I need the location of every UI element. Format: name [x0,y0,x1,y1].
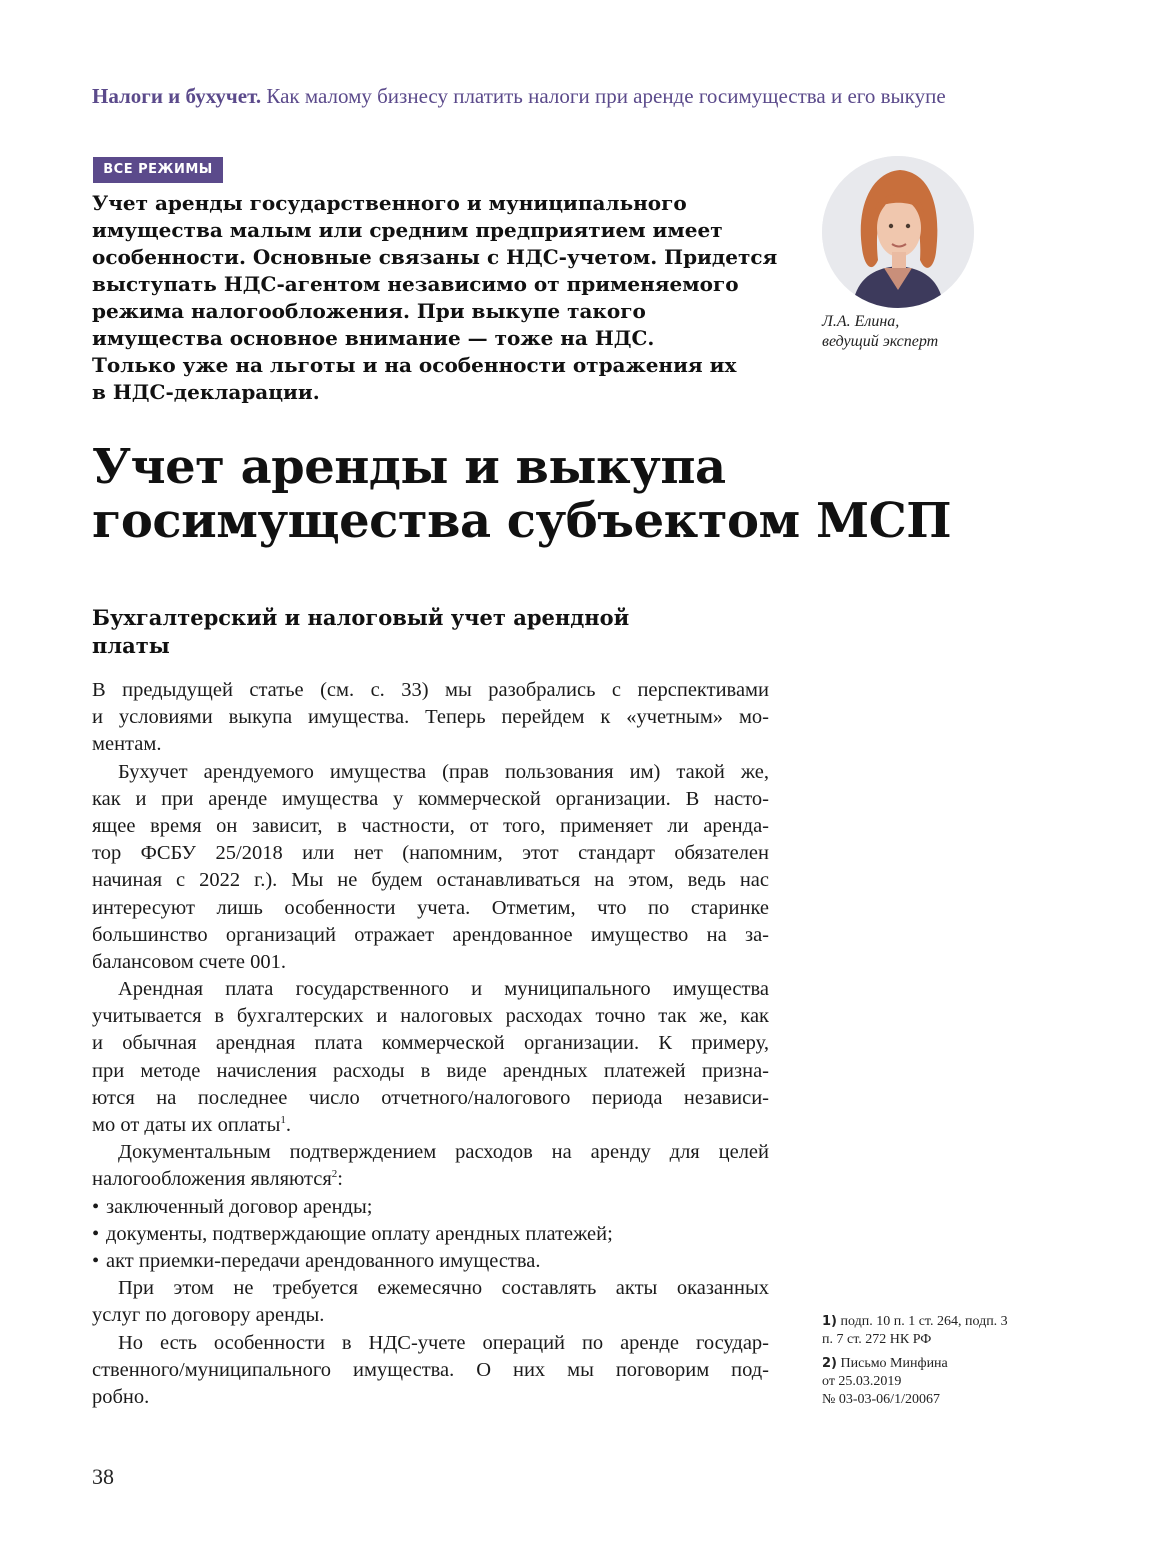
footnote-number: 1) [822,1314,837,1329]
header-topic: Как малому бизнесу платить налоги при аренде госимущества и его выкупе [266,84,946,108]
header-rubric: Налоги и бухучет. [92,84,262,108]
body-line: большинство организаций отражает арендованное имущество на за- [92,923,769,946]
author-photo [822,156,974,308]
lead-line: имущества малым или средним предприятием имеет [92,218,723,242]
body-line: начиная с 2022 г.). Мы не будем останавливаться на этом, ведь нас [92,869,769,892]
body-line: балансовом счете 001. [92,950,287,973]
lead-line: в НДС-декларации. [92,380,320,404]
bullet-item [92,1248,769,1275]
bullet-text: документы, подтверждающие оплату арендных платежей; [106,1222,613,1245]
footnote-text: № 03-03-06/1/20067 [822,1392,940,1407]
page-number: 38 [92,1464,114,1489]
article-body [92,677,769,1411]
body-line: учитывается в бухгалтерских и налоговых расходах точно так же, как [92,1005,769,1028]
body-line: Документальным подтверждением расходов на аренду для целей [118,1141,769,1164]
body-line: и условиями выкупа имущества. Теперь перейдем к «учетным» мо- [92,706,769,729]
bullet-text: акт приемки-передачи арендованного имущества. [106,1249,541,1272]
body-line: интересуют лишь особенности учета. Отметим, что по старинке [92,896,769,919]
footnote-text: подп. 10 п. 1 ст. 264, подп. 3 [840,1314,1008,1329]
subhead-line: Бухгалтерский и налоговый учет арендной [92,605,630,630]
body-text: налогообложения являются [92,1168,332,1191]
body-line [92,1166,769,1193]
section-heading [92,604,772,660]
author-name: Л.А. Елина, [822,313,900,330]
lead-paragraph [92,190,792,406]
lead-line: выступать НДС-агентом независимо от применяемого [92,272,739,296]
title-line: госимущества субъектом МСП [92,493,952,549]
lead-line: Только уже на льготы и на особенности отражения их [92,353,737,377]
body-line: ментам. [92,733,162,756]
body-line: В предыдущей статье (см. с. 33) мы разобрались с перспективами [92,679,769,701]
body-line: ственного/муниципального имущества. О них мы поговорим под- [92,1358,769,1381]
body-line: Но есть особенности в НДС-учете операций по аренде государ- [118,1331,769,1354]
footnote-text: от 25.03.2019 [822,1374,902,1389]
author-portrait-icon [822,156,974,308]
body-text: мо от даты их оплаты [92,1114,281,1136]
body-line: как и при аренде имущества у коммерческой организации. В насто- [92,787,769,810]
lead-line: имущества основное внимание — тоже на НДС. [92,326,655,350]
body-line: робно. [92,1385,150,1408]
body-line: ются на последнее число отчетного/налогового периода независи- [92,1086,769,1109]
body-line: При этом не требуется ежемесячно составлять акты оказанных [118,1277,769,1300]
running-header [92,82,1092,110]
title-line: Учет аренды и выкупа [92,439,726,495]
article-title [92,440,1092,548]
footnote-ref: 1 [280,1114,286,1126]
lead-line: Учет аренды государственного и муниципального [92,191,687,215]
tax-regime-badge: ВСЕ РЕЖИМЫ [93,157,223,183]
footnote [822,1313,1037,1349]
footnotes [822,1313,1037,1415]
body-line: тор ФСБУ 25/2018 или нет (напомним, этот стандарт обязателен [92,842,769,865]
footnote-text: Письмо Минфина [840,1356,948,1371]
body-line: Арендная плата государственного и муниципального имущества [118,978,769,1001]
bullet-icon: • [92,1195,100,1218]
body-line: и обычная арендная плата коммерческой организации. К примеру, [92,1032,769,1055]
subhead-line: платы [92,633,170,658]
body-line: при методе начисления расходы в виде арендных платежей призна- [92,1059,769,1082]
lead-line: особенности. Основные связаны с НДС-учетом. Придется [92,245,778,269]
bullet-item [92,1194,769,1221]
author-caption [822,312,1022,352]
footnote [822,1355,1037,1409]
body-text: . [285,1114,291,1136]
bullet-icon: • [92,1249,100,1272]
lead-line: режима налогообложения. При выкупе такого [92,299,646,323]
body-text: : [337,1168,343,1191]
footnote-text: п. 7 ст. 272 НК РФ [822,1332,932,1347]
footnote-number: 2) [822,1356,837,1371]
body-line [92,1112,769,1139]
bullet-icon: • [92,1222,100,1245]
body-line: услуг по договору аренды. [92,1304,325,1327]
author-position: ведущий эксперт [822,333,939,350]
bullet-text: заключенный договор аренды; [106,1195,373,1218]
bullet-item [92,1221,769,1248]
body-line: ящее время он зависит, в частности, от того, применяет ли аренда- [92,814,769,837]
footnote-ref: 2 [331,1168,338,1181]
body-line: Бухучет арендуемого имущества (прав пользования им) такой же, [118,760,769,783]
